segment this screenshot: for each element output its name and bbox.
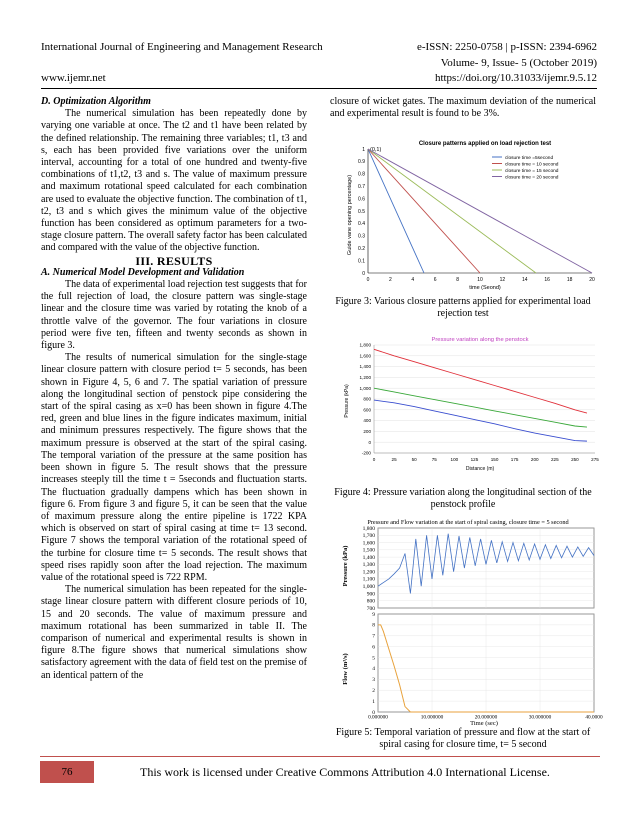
- fig5-top-ytick-label: 800: [366, 598, 375, 605]
- right-column-continuation: [330, 96, 596, 120]
- fig3-series-line: [368, 149, 424, 273]
- fig3-ylabel: Guide vane opening percentage): [347, 174, 353, 256]
- doi: https://doi.org/10.31033/ijemr.9.5.12: [434, 72, 597, 84]
- fig5-top-ytick-label: 900: [366, 591, 375, 598]
- fig3-legend-label: closure time = 15 second: [505, 168, 559, 174]
- fig5-top-ytick-label: 1,100: [362, 576, 375, 583]
- fig4-xtick-label: 150: [490, 457, 499, 462]
- fig3-lines: [368, 149, 592, 273]
- fig3-ytick-label: 0: [362, 270, 365, 277]
- fig4-xtick-label: 100: [450, 457, 459, 462]
- fig3-axes: [358, 147, 595, 283]
- fig3-series-line: [368, 149, 480, 273]
- header-rule: [41, 88, 597, 89]
- fig3-ytick-label: 1: [362, 146, 365, 153]
- fig4-ylabel: Pressure (kPa): [344, 384, 350, 418]
- fig4-xtick-label: 250: [571, 457, 579, 462]
- fig3-xtick-label: 16: [544, 277, 550, 283]
- figure-4-caption: Figure 4: Pressure variation along the longitudinal section of the penstock profile: [334, 487, 592, 510]
- fig5-pressure-ylabel: Pressure (kPa): [342, 545, 349, 587]
- fig5-top-ytick-label: 1,300: [362, 562, 375, 569]
- fig3-xtick-label: 4: [411, 277, 415, 283]
- figure-3-caption: Figure 3: Various closure patterns applied for experimental load rejection test: [335, 296, 591, 319]
- fig5-bottom-ytick-label: 5: [372, 655, 375, 662]
- fig5-bottom-ytick-label: 7: [372, 633, 375, 640]
- fig3-xlabel: time (Seond): [469, 285, 501, 291]
- fig5-bottom-ytick-label: 2: [372, 688, 375, 695]
- fig5-xtick-label: 0.000000: [368, 714, 388, 721]
- results-paragraph-1: The data of experimental load rejection test suggests that for the full rejection of load, the closure pattern was single-stage linear and the closure time was varied by rotating the knob of a throttle valve of the governor. The four variations in closure period were five ten, fifteen and twenty seconds as shown in figure 3.: [41, 279, 307, 352]
- fig3-legend-label: closure time = 10 second: [505, 162, 559, 168]
- fig4-xlabel: Distance (m): [465, 466, 495, 472]
- fig5-bottom-ytick-label: 6: [372, 644, 375, 651]
- fig3-legend-label: closure time =5second: [505, 155, 554, 161]
- fig5-bottom-ytick-label: 4: [372, 666, 375, 673]
- fig3-title: Closure patterns applied on load rejection test: [418, 141, 552, 147]
- page-footer: [40, 756, 600, 785]
- fig3-annotation: (0,1): [370, 147, 382, 153]
- fig4-ytick-label: 0: [368, 439, 371, 445]
- fig3-ytick-label: 0.4: [358, 221, 365, 228]
- fig5-top-ytick-label: 700: [366, 605, 375, 612]
- results-paragraph-2: The results of numerical simulation for the single-stage linear closure pattern with closure period t= 5 seconds, has been shown in Figure 4, 5, 6 and 7. The spatial variation of pressure along the longitudinal section of penstock pipe considering the start of the spiral casing as x=0 has been shown in figure 4.The red, green and blue lines in the figure indicates maximum, initial and minimum pressures respectively. The figure shows that the maximum pressure is observed at the start of the spiral casing. The temporal variation of the pressure at the same position has been shown in figure 5. The result shows that the pressure increases steeply till the time t = 5seconds and fluctuation starts. The fluctuation gradually dampens which has been shown in figure 6. From figure 3 and figure 5, it can be seen that the value of maximum pressure along the entire pipeline is 1722 KPA which is observed on start of spiral casing at time t= 13 second. Figure 7 shows the temporal variation of the rotational speed of the turbine for closure time t= 5 seconds. The result shows that speed rises rapidly soon after the load rejection. The maximum value of the rotational speed is 722 RPM.: [41, 352, 307, 583]
- fig3-ytick-label: 0.9: [358, 159, 365, 166]
- fig4-ytick-label: 1,000: [359, 385, 371, 391]
- fig4-lines: [374, 349, 587, 441]
- journal-name: International Journal of Engineering and Management Research: [41, 41, 323, 53]
- fig5-bottom-ytick-label: 9: [372, 611, 375, 618]
- fig4-ytick-label: -200: [361, 450, 371, 456]
- fig3-legend: [492, 155, 559, 181]
- fig4-ytick-label: 1,800: [359, 342, 371, 348]
- fig4-series-maximum: [374, 349, 587, 413]
- fig3-xtick-label: 6: [433, 277, 437, 283]
- left-column: [41, 96, 307, 682]
- fig3-ytick-label: 0.1: [358, 258, 365, 265]
- issn: e-ISSN: 2250-0758 | p-ISSN: 2394-6962: [416, 41, 597, 53]
- fig3-ytick-label: 0.5: [358, 208, 365, 215]
- fig4-xtick-label: 25: [391, 457, 397, 462]
- fig4-ytick-label: 600: [363, 407, 371, 413]
- section-d-paragraph: The numerical simulation has been repeatedly done by varying one variable at once. The t2 and t1 have been related by the defined relationship. The remaining three variables; t1, t3 and s, each has been provided five variations over the uniform interval, accounting for a total of one hundred and twenty-five combinations of t1,t2, t3 and s. The value of maximum pressure and maximum rotational speed calculated for each combination are used to evaluate the objective function. The combination of t1, t2, t3 and s which gives the minimum value of the objective function has been considered as optimum parameters for a two-stage closure pattern. The overall safety factor has been calculated and compared with the value of the objective function.: [41, 108, 307, 254]
- fig5-top-ytick-label: 1,400: [362, 554, 375, 561]
- fig4-ytick-label: 200: [363, 429, 371, 434]
- fig3-ytick-label: 0.8: [358, 171, 365, 178]
- fig4-xtick-label: 225: [550, 457, 559, 462]
- fig3-xtick-label: 20: [589, 277, 595, 283]
- fig4-xtick-label: 200: [530, 457, 539, 462]
- fig5-bottom-ytick-label: 1: [372, 698, 375, 705]
- website: www.ijemr.net: [41, 72, 106, 84]
- fig5-xlabel: Time (sec): [470, 720, 498, 727]
- fig5-bottom-ytick-label: 8: [372, 622, 375, 629]
- fig3-xtick-label: 12: [499, 277, 506, 283]
- fig4-xtick-label: 125: [470, 457, 479, 462]
- section-iii-heading: III. RESULTS: [135, 253, 213, 268]
- figure-3-chart: [340, 135, 600, 295]
- fig5-top-ytick-label: 1,800: [362, 525, 375, 532]
- fig4-xtick-label: 175: [510, 457, 519, 462]
- fig5-axes: [363, 526, 603, 721]
- fig4-ytick-label: 1,600: [359, 353, 371, 359]
- volume-issue: Volume- 9, Issue- 5 (October 2019): [440, 57, 597, 69]
- fig5-top-ytick-label: 1,600: [362, 540, 375, 547]
- fig5-top-ytick-label: 1,000: [362, 583, 375, 590]
- fig3-ytick-label: 0.3: [358, 233, 365, 240]
- fig5-flow-ylabel: Flow (m³/s): [342, 653, 349, 685]
- fig4-ytick-label: 1,200: [359, 375, 371, 380]
- section-d-heading: D. Optimization Algorithm: [41, 96, 151, 107]
- fig5-top-ytick-label: 1,200: [362, 569, 375, 576]
- fig3-xtick-label: 10: [477, 277, 483, 283]
- fig3-xtick-label: 8: [456, 277, 459, 283]
- fig4-title: Pressure variation along the penstock: [431, 337, 529, 343]
- results-paragraph-3: The numerical simulation has been repeated for the single-stage linear closure pattern with different closure periods of 10, 15 and 20 seconds. The value of maximum pressure and maximum rotational has been summarized in table II. The comparison of numerical and experimental results is shown in figure 8.The figure shows that numerical simulations show satisfactory agreement with the data of field test on the premise of an identical pattern of the: [41, 584, 307, 681]
- fig5-top-ytick-label: 1,500: [362, 547, 375, 554]
- continuation-paragraph: closure of wicket gates. The maximum deviation of the numerical and experimental result is found to be 3%.: [330, 96, 596, 120]
- fig4-xtick-label: 50: [411, 457, 417, 462]
- fig4-ytick-label: 800: [363, 396, 371, 402]
- fig5-bottom-ytick-label: 0: [372, 709, 375, 716]
- fig5-xtick-label: 10.000000: [420, 714, 444, 721]
- fig3-xtick-label: 18: [566, 277, 573, 283]
- fig3-xtick-label: 14: [522, 277, 528, 283]
- fig5-xtick-label: 30.000000: [528, 714, 552, 721]
- fig5-xtick-label: 20.000000: [474, 714, 498, 721]
- fig3-legend-label: closure time = 20 second: [505, 175, 559, 181]
- fig3-ytick-label: 0.7: [358, 184, 365, 190]
- fig4-ytick-label: 1,400: [359, 364, 371, 370]
- fig5-top-ytick-label: 1,700: [362, 533, 375, 540]
- page-number: 76: [40, 761, 94, 783]
- fig4-xtick-label: 275: [591, 457, 599, 462]
- fig4-xtick-label: 0: [372, 457, 376, 462]
- fig4-ytick-label: 400: [363, 418, 371, 424]
- fig5-bottom-ytick-label: 3: [372, 677, 375, 684]
- figure-5-chart: [336, 516, 603, 727]
- fig3-xtick-label: 2: [389, 277, 392, 283]
- figure-4-chart: [340, 331, 600, 476]
- fig5-title: Pressure and Flow variation at the start of spiral casing, closure time = 5 second: [367, 519, 569, 526]
- fig4-xtick-label: 75: [431, 457, 437, 462]
- figure-5-caption: Figure 5: Temporal variation of pressure and flow at the start of spiral casing for closure time, t= 5 second: [335, 727, 591, 750]
- fig4-axes: [360, 343, 600, 462]
- fig3-series-line: [368, 149, 592, 273]
- fig3-series-line: [368, 149, 536, 273]
- fig3-xtick-label: 0: [366, 277, 370, 283]
- section-a-heading: A. Numerical Model Development and Validation: [41, 266, 245, 278]
- fig5-xtick-label: 40.0000: [585, 714, 603, 721]
- fig3-ytick-label: 0.2: [358, 246, 365, 252]
- fig3-ytick-label: 0.6: [358, 196, 365, 203]
- license-text: This work is licensed under Creative Commons Attribution 4.0 International License.: [140, 765, 550, 779]
